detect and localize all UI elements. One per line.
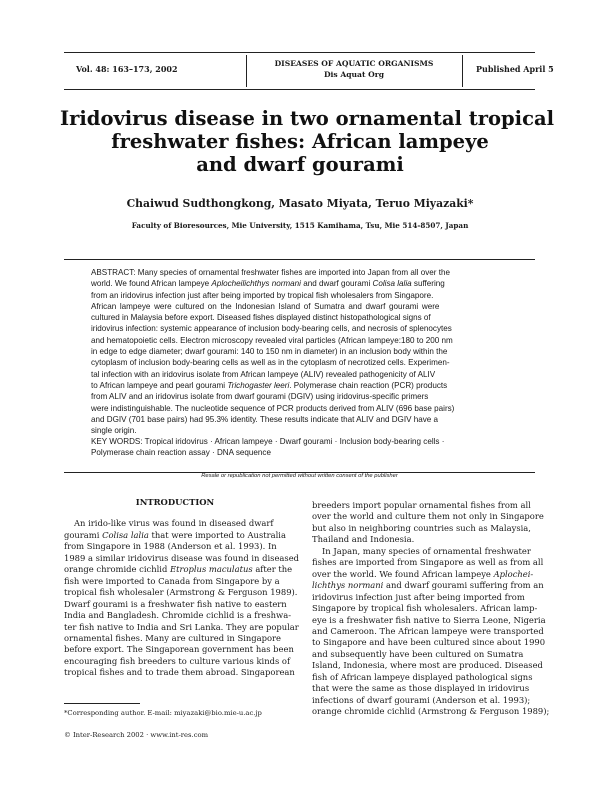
body-line: An irido-like virus was found in diseased dwarf <box>74 518 274 529</box>
body-line: infections of dwarf gourami (Anderson et al. 1993); <box>312 694 531 705</box>
abstract-line: single origin. <box>91 426 137 436</box>
body-line: encouraging fish breeders to culture various kinds of <box>64 655 291 666</box>
volume-info: Vol. 48: 163–173, 2002 <box>76 64 178 74</box>
paper-title <box>60 107 554 176</box>
abstract-box <box>64 259 535 479</box>
abstract-line: and DGIV (701 base pairs) had 95.3% identity. These results indicate that ALIV and DGIV have a <box>91 414 439 424</box>
header-divider <box>462 55 463 87</box>
abstract-line: world. We found African lampeye Aplocheilichthys normani and dwarf gourami Colisa lalia suffering <box>91 279 445 289</box>
left-column <box>64 497 300 679</box>
keywords <box>91 436 511 459</box>
published-date: Published April 5 <box>476 64 554 74</box>
body-line: lichthys normani and dwarf gourami suffering from an <box>312 580 544 591</box>
journal-header <box>64 52 554 90</box>
body-line: eye is a freshwater fish native to Sierra Leone, Nigeria <box>312 614 546 625</box>
abstract-line: in edge to edge diameter; dwarf gourami: 140 to 150 nm in diameter) in an inclusion body within the <box>91 347 448 357</box>
body-line: that were the same as those displayed in iridovirus <box>312 683 530 694</box>
abstract <box>91 267 507 436</box>
keywords-line: Polymerase chain reaction assay · DNA sequence <box>91 448 271 458</box>
abstract-line: ABSTRACT: Many species of ornamental freshwater fishes are imported into Japan from all over the <box>91 268 450 277</box>
affiliation: Faculty of Bioresources, Mie University, 1515 Kamihama, Tsu, Mie 514-8507, Japan <box>131 221 469 230</box>
body-line: Dwarf gourami is a freshwater fish native to eastern <box>64 598 287 609</box>
body-line: gourami Colisa lalia that were imported to Australia <box>64 529 286 540</box>
abstract-line: tal infection with an iridovirus isolate from African lampeye (ALIV) revealed pathogenicity of ALIV <box>91 369 436 379</box>
right-column <box>312 500 550 718</box>
body-line: over the world. We found African lampeye Aplochei- <box>312 568 534 579</box>
copyright: © Inter-Research 2002 · www.int-res.com <box>64 731 209 739</box>
journal-name: DISEASES OF AQUATIC ORGANISMS <box>274 59 434 68</box>
body-line: from Singapore in 1988 (Anderson et al. 1993). In <box>64 541 277 552</box>
journal-abbrev: Dis Aquat Org <box>323 70 385 79</box>
section-heading: INTRODUCTION <box>135 497 215 507</box>
abstract-line: to African lampeye and pearl gourami Trichogaster leeri. Polymerase chain reaction (PCR) products <box>91 380 448 390</box>
republication-notice <box>64 473 535 479</box>
body-line: fish were imported to Canada from Singapore by a <box>64 575 280 586</box>
title-line: Iridovirus disease in two ornamental tropical <box>60 107 554 130</box>
footnote-rule <box>64 703 140 704</box>
journal-name-block <box>246 58 462 80</box>
body-line: before export. The Singaporean government has been <box>64 644 294 655</box>
keywords-line: KEY WORDS: Tropical iridovirus · African lampeye · Dwarf gourami · Inclusion body-bearing cells · <box>91 437 445 446</box>
body-line: and Cameroon. The African lampeye were transported <box>312 625 544 636</box>
body-line: Thailand and Indonesia. <box>312 534 415 545</box>
body-line: In Japan, many species of ornamental freshwater <box>322 545 531 556</box>
body-line: tropical fishes and to trade them abroad. Singaporean <box>64 667 295 678</box>
body-line: orange chromide cichlid (Armstrong & Ferguson 1989); <box>312 706 550 717</box>
body-line: Singapore by tropical fish wholesalers. African lamp- <box>312 603 538 614</box>
abstract-line: African lampeye were cultured on the Indonesian Island of Sumatra and dwarf gourami were <box>91 301 440 311</box>
body-line: and subsequently have been cultured on Sumatra <box>312 648 524 659</box>
body-line: ter fish native to India and Sri Lanka. They are popular <box>64 621 299 632</box>
abstract-line: were indistinguishable. The nucleotide sequence of PCR products derived from ALIV (696 base pairs) <box>91 403 455 413</box>
body-line: but also in neighboring countries such as Malaysia, <box>312 522 531 533</box>
body-line: fish of African lampeye displayed pathological signs <box>312 671 533 682</box>
body-line: India and Bangladesh. Chromide cichlid is a freshwa- <box>64 610 292 621</box>
body-line: orange chromide cichlid Etroplus maculatus after the <box>64 564 293 575</box>
abstract-line: iridovirus infection: systemic appearance of inclusion body-bearing cells, and necrosis of splenocytes <box>91 324 452 334</box>
body-line: Island, Indonesia, where most are produced. Diseased <box>312 660 543 671</box>
corresponding-author-footnote: *Corresponding author. E-mail: miyazaki@bio.mie-u.ac.jp <box>64 709 262 717</box>
title-line: freshwater fishes: African lampeye <box>111 130 489 153</box>
abstract-line: cytoplasm of inclusion body-bearing cells as well as in the cytoplasm of necrotized cells. Experimen- <box>91 358 450 368</box>
abstract-line: cultured in Malaysia before export. Diseased fishes displayed distinct histopathological signs of <box>91 313 431 323</box>
body-line: breeders import popular ornamental fishes from all <box>312 500 531 510</box>
body-line: ornamental fishes. Many are cultured in Singapore <box>64 632 282 643</box>
authors: Chaiwud Sudthongkong, Masato Miyata, Teruo Miyazaki* <box>126 197 474 210</box>
abstract-line: from ALIV and an iridovirus isolate from dwarf gourami (DGIV) using iridovirus-specific primers <box>91 392 429 402</box>
abstract-line: from an iridovirus infection just after being imported by tropical fish wholesalers from Singapore. <box>91 290 434 300</box>
notice-text: Resale or republication not permitted without written consent of the publisher <box>198 473 401 479</box>
body-line: fishes are imported from Singapore as well as from all <box>312 557 544 568</box>
title-line: and dwarf gourami <box>196 153 404 176</box>
body-line: 1989 a similar iridovirus disease was found in diseased <box>64 552 300 563</box>
body-line: tropical fish wholesaler (Armstrong & Ferguson 1989). <box>64 587 298 598</box>
body-line: iridovirus infection just after being imported from <box>312 591 525 602</box>
body-line: to Singapore and have been cultured since about 1990 <box>312 637 546 648</box>
body-line: over the world and culture them not only in Singapore <box>312 511 544 522</box>
abstract-line: and hematopoietic cells. Electron microscopy revealed viral particles (African lampeye:180 to 200 nm <box>91 335 453 345</box>
